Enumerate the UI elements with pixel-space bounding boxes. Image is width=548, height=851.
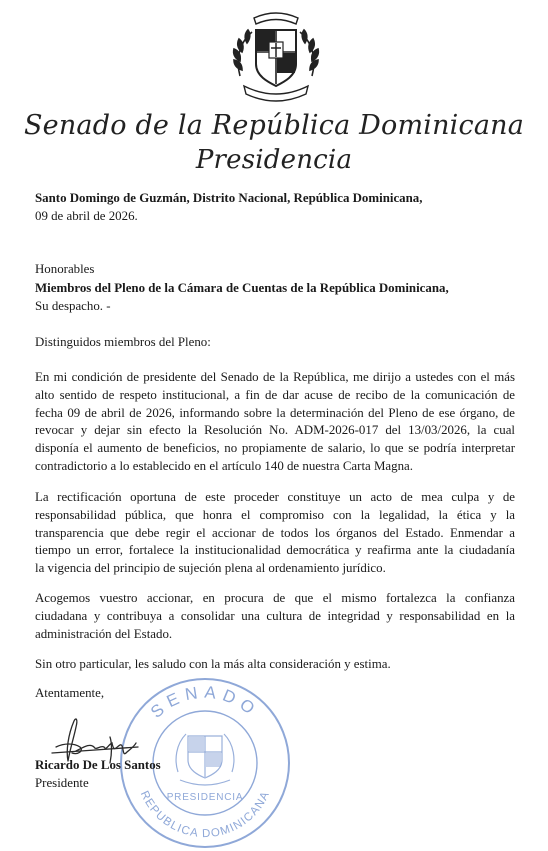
seal-inner-text: PRESIDENCIA bbox=[166, 792, 244, 803]
closing-line: Sin otro particular, les saludo con la más alta consideración y estima. bbox=[35, 657, 391, 671]
paragraph-line: contradictorio a lo establecido en el artículo 140 de nuestra Carta Magna. bbox=[35, 458, 413, 473]
valediction: Atentamente, bbox=[35, 686, 105, 700]
paragraph-1 bbox=[35, 369, 515, 476]
paragraph-3 bbox=[35, 590, 515, 643]
paragraph-line: responsabilidad pública, que honra el compromiso con la legalidad, la ética y la bbox=[35, 507, 515, 522]
paragraph-line: En mi condición de presidente del Senado de la República, me dirijo a ustedes con el más bbox=[35, 370, 515, 384]
paragraph-line: fecha 09 de abril de 2026, informando sobre la determinación del Pleno de ese órgano, de bbox=[35, 405, 515, 420]
seal-top-text: SENADO bbox=[147, 682, 263, 722]
signer-title: Presidente bbox=[35, 776, 89, 790]
seal-bottom-text: REPUBLICA DOMINICANA bbox=[137, 789, 273, 841]
paragraph-line: tiempo un error, fortalece la institucionalidad democrática y reafirma ante la ciudadanía bbox=[35, 543, 515, 558]
paragraph-line: ciudadana y contribuya a consolidar una cultura de integridad y responsabilidad en la bbox=[35, 608, 515, 623]
paragraph-line: revocar y dejar sin efecto la Resolución No. ADM-2026-017 del 13/03/2026, la cual bbox=[35, 423, 515, 438]
coat-of-arms-icon bbox=[226, 6, 326, 106]
paragraph-line: administración del Estado. bbox=[35, 626, 173, 641]
office-name: Presidencia bbox=[195, 145, 353, 175]
institution-name: Senado de la República Dominicana bbox=[23, 110, 525, 141]
paragraph-line: disponía el aumento de beneficios, no propiamente de salario, lo que se podría interpretar bbox=[35, 441, 515, 456]
paragraph-line: Acogemos vuestro accionar, en procura de que el mismo fortalezca la confianza bbox=[35, 591, 515, 605]
place-line: Santo Domingo de Guzmán, Distrito Nacional, República Dominicana, bbox=[35, 191, 423, 205]
signer-name: Ricardo De Los Santos bbox=[35, 758, 161, 772]
salutation-top: Honorables bbox=[35, 262, 95, 276]
paragraph-line: la vigencia del principio de sujeción plena al ordenamiento jurídico. bbox=[35, 561, 386, 576]
paragraph-2 bbox=[35, 489, 515, 578]
paragraph-line: alto sentido de respeto institucional, a fin de dar acuse de recibo de la comunicación de bbox=[35, 387, 515, 402]
office-line: Su despacho. - bbox=[35, 299, 111, 313]
paragraph-line: transparencia que debe regir el accionar de todos los órganos del Estado. Enmendar a bbox=[35, 525, 515, 540]
letter-date: 09 de abril de 2026. bbox=[35, 209, 138, 223]
greeting: Distinguidos miembros del Pleno: bbox=[35, 335, 211, 349]
addressee: Miembros del Pleno de la Cámara de Cuentas de la República Dominicana, bbox=[35, 281, 449, 295]
paragraph-line: La rectificación oportuna de este proceder constituye un acto de mea culpa y de bbox=[35, 490, 515, 504]
